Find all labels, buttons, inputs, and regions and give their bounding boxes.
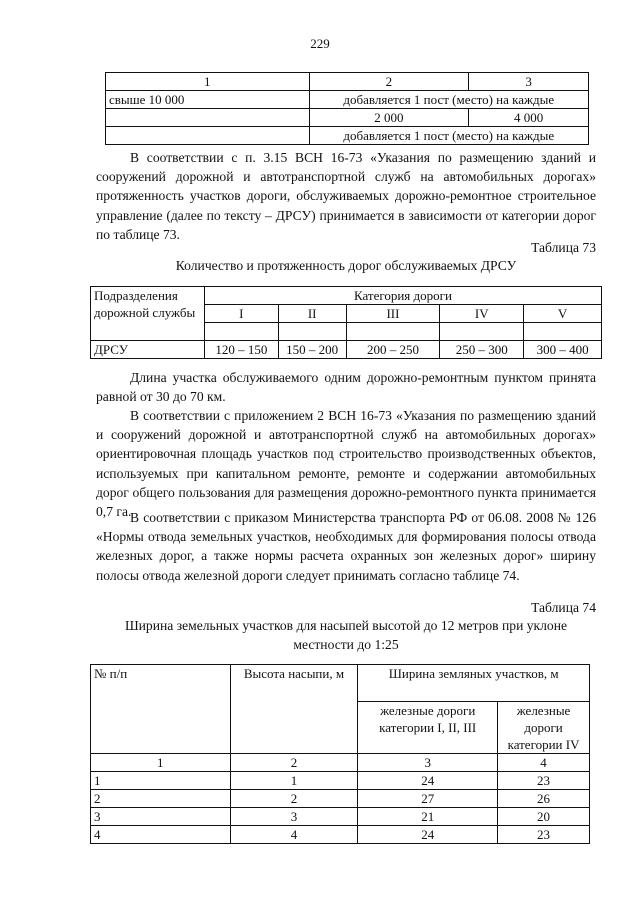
- table-cell: 24: [358, 826, 498, 844]
- table-row: [91, 665, 590, 702]
- table-row: [91, 808, 590, 826]
- table-cell: 3: [91, 808, 231, 826]
- table-row: [91, 790, 590, 808]
- table-cell: 23: [498, 772, 590, 790]
- table-cell: 3: [469, 73, 589, 91]
- table-cell: 200 – 250: [346, 341, 440, 359]
- table-cell: 4: [498, 754, 590, 772]
- table-row: [106, 73, 589, 91]
- table-cell: [106, 109, 310, 127]
- table-74: [90, 664, 590, 844]
- table-cell: ДРСУ: [91, 341, 205, 359]
- table-cell: 4: [230, 826, 358, 844]
- table-cell: 1: [230, 772, 358, 790]
- table-cell: 2: [309, 73, 469, 91]
- table-cell: 26: [498, 790, 590, 808]
- table-73-label: Таблица 73: [531, 240, 596, 255]
- page-number: 229: [310, 36, 330, 51]
- table-cell: свыше 10 000: [106, 91, 310, 109]
- table-cell: [204, 323, 278, 341]
- table-73: [90, 286, 602, 359]
- table-cell: 120 – 150: [204, 341, 278, 359]
- table-cell: [346, 323, 440, 341]
- table-cell: 4 000: [469, 109, 589, 127]
- paragraph-3: В соответствии с приложением 2 ВСН 16-73 «Указания по размещению зданий и сооружений дорожной и автотранспортной служб на автомобильных дорогах» ориентировочная площадь участков под строительство производственных объектов, используемых при капитальном ремонте, ремонте и содержании автомобильных дорог общего пользования для размещения дорожно-ремонтного пункта принимается 0,7 га.: [96, 408, 596, 520]
- table-header-cell: II: [278, 305, 346, 323]
- table-cell: 21: [358, 808, 498, 826]
- table-row: [106, 91, 589, 109]
- table-cell: 2: [230, 754, 358, 772]
- table-row: [91, 754, 590, 772]
- table-cell: [524, 323, 602, 341]
- table-row: [106, 127, 589, 145]
- table-cell: 4: [91, 826, 231, 844]
- table-74-caption: Ширина земельных участков для насыпей высотой до 12 метров при уклоне местности до 1:25: [124, 618, 568, 652]
- table-cell: 150 – 200: [278, 341, 346, 359]
- paragraph-1: В соответствии с п. 3.15 ВСН 16-73 «Указания по размещению зданий и сооружений дорожной и автотранспортной служб на автомобильных дорогах» протяженность участков дороги, обслуживаемых дорожно-ремонтное строительное управление (далее по тексту – ДРСУ) принимается в зависимости от категории дорог по таблице 73.: [96, 150, 596, 242]
- table-header-cell: Высота насыпи, м: [230, 665, 358, 754]
- table-cell: 27: [358, 790, 498, 808]
- table-74-label: Таблица 74: [531, 600, 596, 615]
- table-cell: 23: [498, 826, 590, 844]
- table-cell: 24: [358, 772, 498, 790]
- table-top: [105, 72, 589, 145]
- table-cell: 1: [91, 772, 231, 790]
- table-cell: 2: [91, 790, 231, 808]
- table-cell: 20: [498, 808, 590, 826]
- table-cell: добавляется 1 пост (место) на каждые: [309, 91, 588, 109]
- paragraph-4: В соответствии с приказом Министерства транспорта РФ от 06.08. 2008 № 126 «Нормы отвода земельных участков, необходимых для формирования полосы отвода железных дорог, а также нормы расчета охранных зон железных дорог» ширину полосы отвода железной дороги следует принимать согласно таблице 74.: [96, 510, 596, 583]
- table-header-cell: Ширина земляных участков, м: [358, 665, 590, 702]
- table-cell: добавляется 1 пост (место) на каждые: [309, 127, 588, 145]
- table-header-cell: V: [524, 305, 602, 323]
- table-header-cell: Категория дороги: [204, 287, 601, 305]
- table-header-cell: IV: [440, 305, 524, 323]
- table-cell: 3: [230, 808, 358, 826]
- table-cell: 2: [230, 790, 358, 808]
- table-row: [91, 341, 602, 359]
- table-cell: 1: [91, 754, 231, 772]
- table-cell: 250 – 300: [440, 341, 524, 359]
- paragraph-2: Длина участка обслуживаемого одним дорожно-ремонтным пунктом принята равной от 30 до 70 км.: [96, 370, 596, 405]
- table-cell: 1: [106, 73, 310, 91]
- table-header-cell: I: [204, 305, 278, 323]
- table-header-cell: III: [346, 305, 440, 323]
- table-cell: [440, 323, 524, 341]
- table-cell: 2 000: [309, 109, 469, 127]
- table-cell: 300 – 400: [524, 341, 602, 359]
- table-header-cell: железные дороги категории I, II, III: [358, 702, 498, 754]
- table-cell: 3: [358, 754, 498, 772]
- table-header-cell: № п/п: [91, 665, 231, 754]
- table-header-cell: железные дороги категории IV: [498, 702, 590, 754]
- table-row: [91, 772, 590, 790]
- table-cell: [278, 323, 346, 341]
- table-73-caption: Количество и протяженность дорог обслуживаемых ДРСУ: [175, 258, 517, 273]
- table-cell: [106, 127, 310, 145]
- table-row: [91, 287, 602, 305]
- table-row: [106, 109, 589, 127]
- table-header-cell: Подразделения дорожной службы: [91, 287, 205, 341]
- table-row: [91, 826, 590, 844]
